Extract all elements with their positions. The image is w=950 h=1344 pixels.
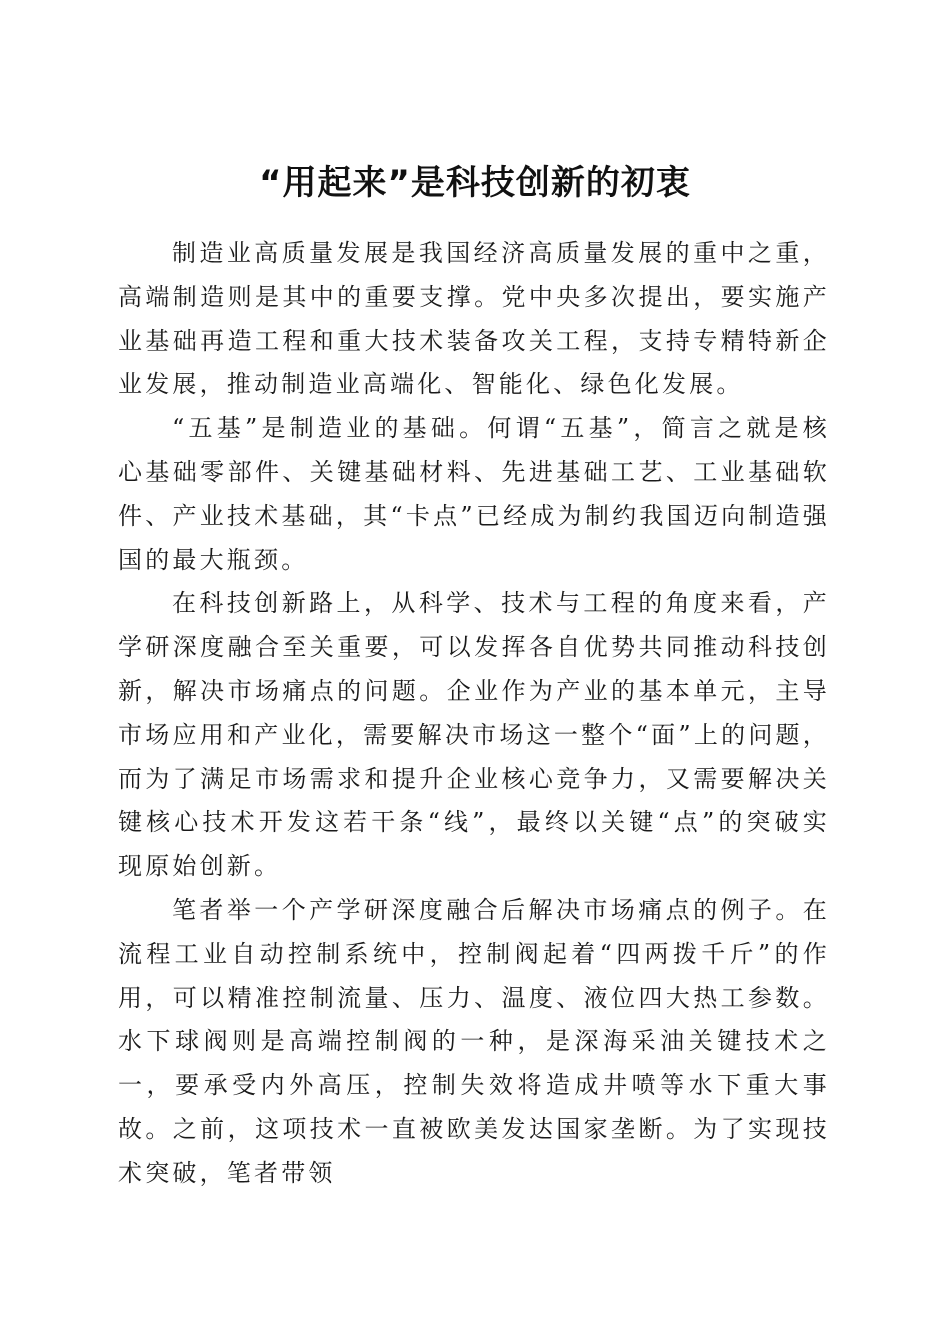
document-title: “用起来”是科技创新的初衷 (259, 162, 691, 203)
paragraph: “五基”是制造业的基础。何谓“五基”，简言之就是核心基础零部件、关键基础材料、先进基础工艺、工业基础软件、产业技术基础，其“卡点”已经成为制约我国迈向制造强国的最大瓶颈。 (118, 414, 830, 574)
paragraph: 在科技创新路上，从科学、技术与工程的角度来看，产学研深度融合至关重要，可以发挥各自优势共同推动科技创新，解决市场痛点的问题。企业作为产业的基本单元，主导市场应用和产业化，需要解决市场这一整个“面”上的问题，而为了满足市场需求和提升企业核心竞争力，又需要解决关键核心技术开发这若干条“线”，最终以关键“点”的突破实现原始创新。 (118, 589, 830, 881)
article-body (118, 232, 830, 1196)
paragraph: 笔者举一个产学研深度融合后解决市场痛点的例子。在流程工业自动控制系统中，控制阀起着“四两拨千斤”的作用，可以精准控制流量、压力、温度、液位四大热工参数。水下球阀则是高端控制阀的一种，是深海采油关键技术之一，要承受内外高压，控制失效将造成井喷等水下重大事故。之前，这项技术一直被欧美发达国家垄断。为了实现技术突破，笔者带领 (118, 895, 830, 1187)
paragraph: 制造业高质量发展是我国经济高质量发展的重中之重，高端制造则是其中的重要支撑。党中央多次提出，要实施产业基础再造工程和重大技术装备攻关工程，支持专精特新企业发展，推动制造业高端化、智能化、绿色化发展。 (118, 239, 830, 399)
